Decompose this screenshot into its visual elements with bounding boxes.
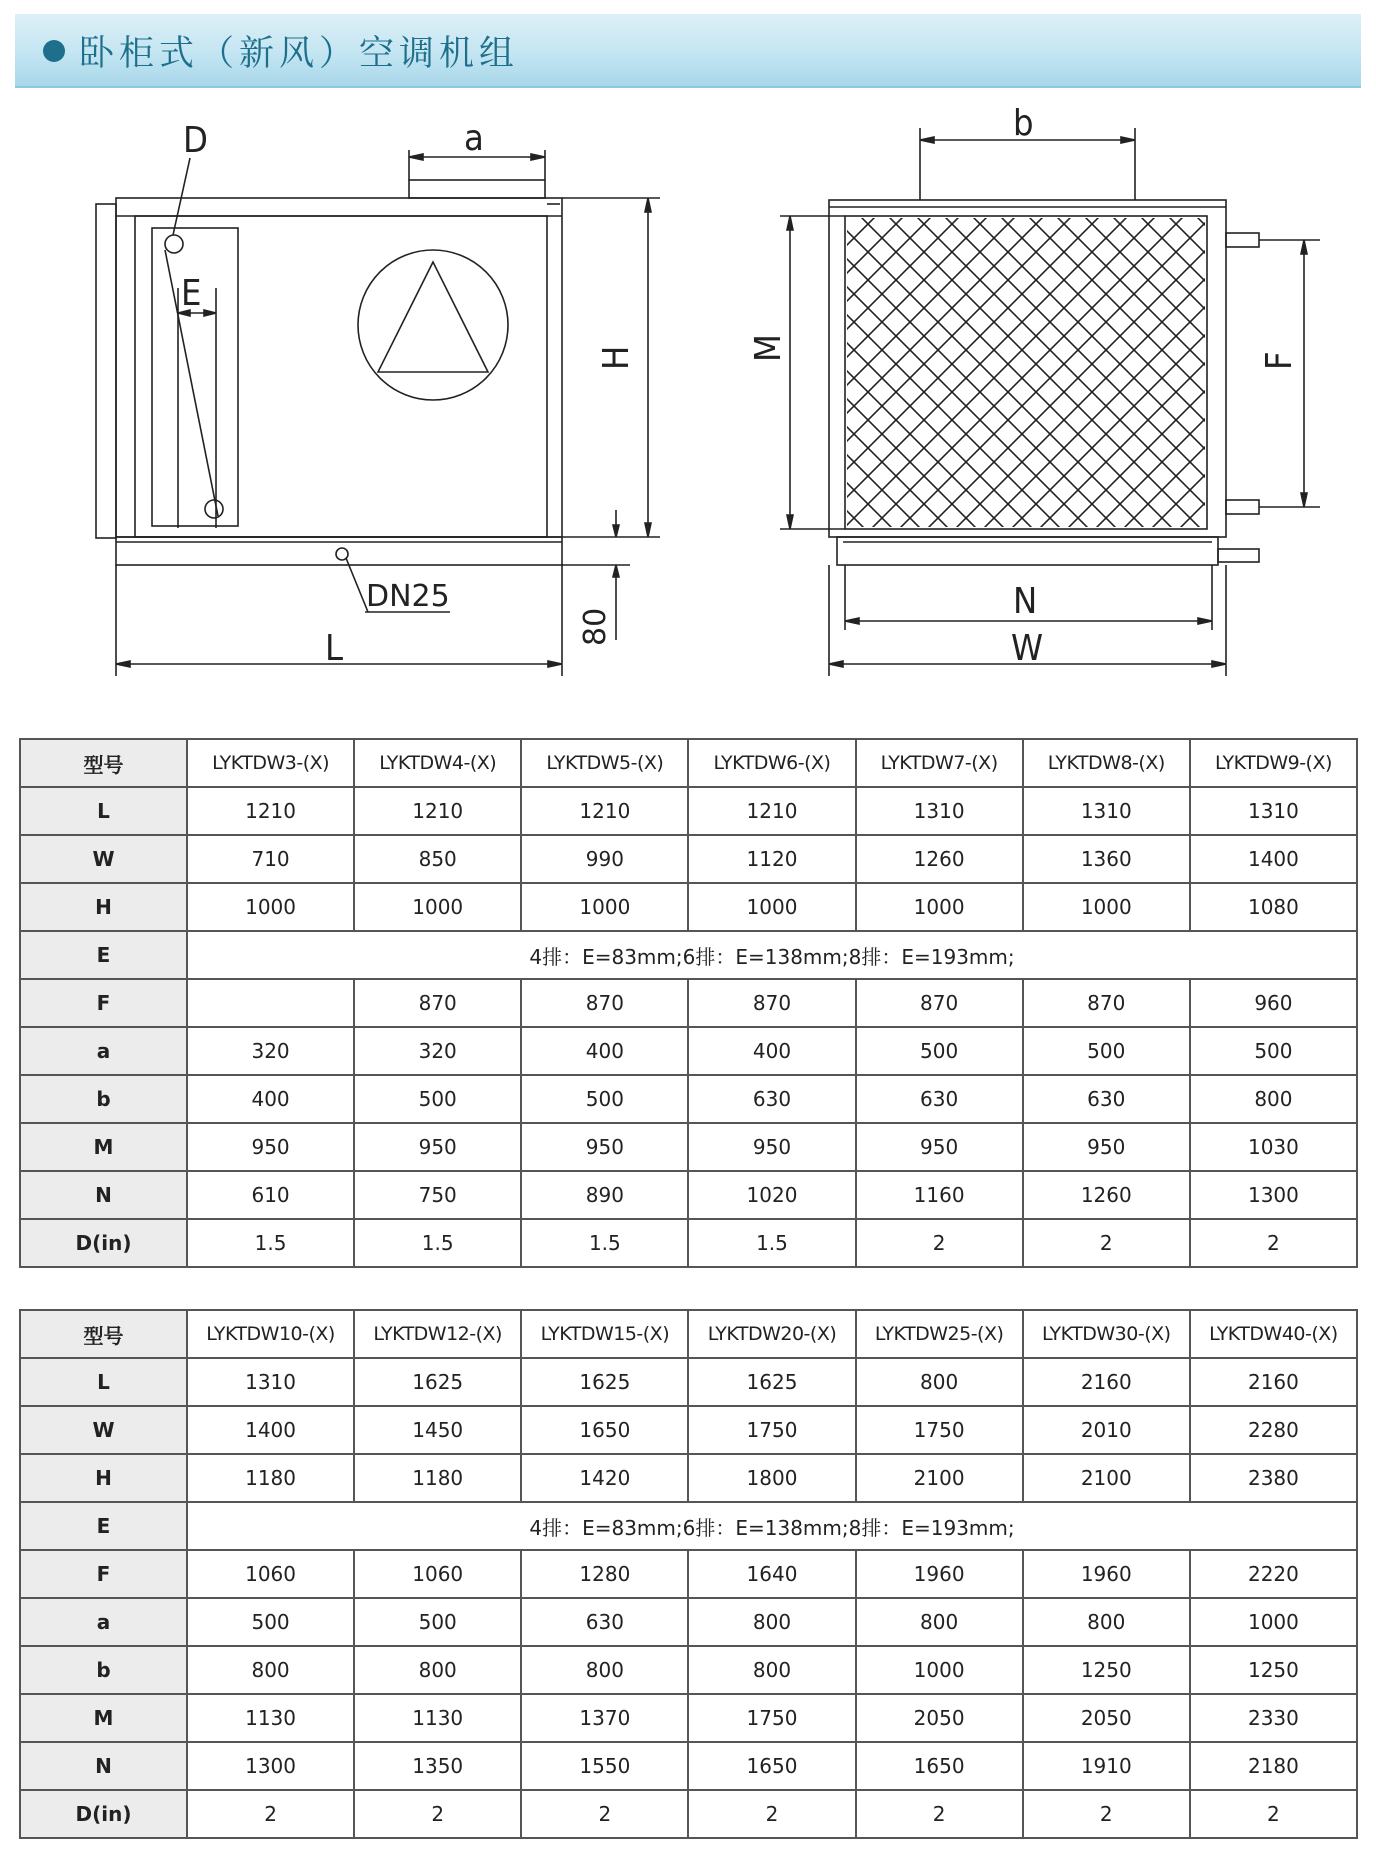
model-name: LYKTDW30-(X) (1023, 1310, 1190, 1358)
row-label: W (20, 1406, 187, 1454)
cell: 1210 (521, 787, 688, 835)
cell: 990 (521, 835, 688, 883)
cell: 1310 (856, 787, 1023, 835)
row-label: E (20, 1502, 187, 1550)
label-d: D (183, 120, 208, 161)
label-n: N (1013, 581, 1038, 622)
cell: 1210 (688, 787, 855, 835)
table-header-row (20, 739, 1357, 787)
model-name: LYKTDW15-(X) (521, 1310, 688, 1358)
cell: 800 (688, 1646, 855, 1694)
row-label: H (20, 1454, 187, 1502)
cell: 1400 (1190, 835, 1357, 883)
cell: 2 (354, 1790, 521, 1838)
cell: 2160 (1190, 1358, 1357, 1406)
cell: 1000 (354, 883, 521, 931)
cell: 500 (187, 1598, 354, 1646)
model-name: LYKTDW12-(X) (354, 1310, 521, 1358)
cell: 1550 (521, 1742, 688, 1790)
cell: 950 (354, 1123, 521, 1171)
cell: 1310 (1023, 787, 1190, 835)
side-view (780, 128, 1320, 676)
model-name: LYKTDW25-(X) (856, 1310, 1023, 1358)
row-label: W (20, 835, 187, 883)
cell: 950 (688, 1123, 855, 1171)
cell: 2050 (856, 1694, 1023, 1742)
cell: 610 (187, 1171, 354, 1219)
cell: 950 (187, 1123, 354, 1171)
row-label: E (20, 931, 187, 979)
row-label: F (20, 979, 187, 1027)
table-row (20, 787, 1357, 835)
cell: 630 (856, 1075, 1023, 1123)
cell: 1800 (688, 1454, 855, 1502)
cell: 1625 (521, 1358, 688, 1406)
bullet-icon (43, 40, 65, 62)
cell: 870 (688, 979, 855, 1027)
label-b: b (1013, 103, 1034, 144)
table-row (20, 1502, 1357, 1550)
cell: 1420 (521, 1454, 688, 1502)
cell: 1625 (688, 1358, 855, 1406)
table-row (20, 1123, 1357, 1171)
cell: 500 (1190, 1027, 1357, 1075)
table-row (20, 1219, 1357, 1267)
cell: 1960 (1023, 1550, 1190, 1598)
cell: 630 (1023, 1075, 1190, 1123)
cell: 870 (856, 979, 1023, 1027)
cell: 1060 (187, 1550, 354, 1598)
cell: 1180 (187, 1454, 354, 1502)
cell: 800 (856, 1598, 1023, 1646)
cell: 1750 (688, 1694, 855, 1742)
cell: 2 (856, 1219, 1023, 1267)
cell: 800 (187, 1646, 354, 1694)
cell: 950 (856, 1123, 1023, 1171)
cell: 1260 (856, 835, 1023, 883)
model-name: LYKTDW7-(X) (856, 739, 1023, 787)
row-label: a (20, 1598, 187, 1646)
table-row (20, 1742, 1357, 1790)
row-label: L (20, 1358, 187, 1406)
cell: 800 (856, 1358, 1023, 1406)
row-label: D(in) (20, 1790, 187, 1838)
cell: 870 (521, 979, 688, 1027)
cell: 500 (1023, 1027, 1190, 1075)
cell: 400 (688, 1027, 855, 1075)
cell: 870 (354, 979, 521, 1027)
cell: 2 (1023, 1219, 1190, 1267)
cell: 1750 (856, 1406, 1023, 1454)
table-row (20, 1646, 1357, 1694)
cell: 1350 (354, 1742, 521, 1790)
model-name: LYKTDW20-(X) (688, 1310, 855, 1358)
row-label: M (20, 1123, 187, 1171)
cell: 1030 (1190, 1123, 1357, 1171)
cell: 1180 (354, 1454, 521, 1502)
cell: 1370 (521, 1694, 688, 1742)
cell: 500 (856, 1027, 1023, 1075)
header-band (15, 14, 1361, 88)
cell: 2100 (1023, 1454, 1190, 1502)
cell: 2 (1190, 1790, 1357, 1838)
model-label: 型号 (20, 739, 187, 787)
cell: 890 (521, 1171, 688, 1219)
table-row (20, 1358, 1357, 1406)
label-h: H (596, 345, 637, 370)
cell: 950 (1023, 1123, 1190, 1171)
row-label: a (20, 1027, 187, 1075)
model-name: LYKTDW9-(X) (1190, 739, 1357, 787)
row-label: N (20, 1742, 187, 1790)
table-row (20, 1694, 1357, 1742)
cell: 1210 (354, 787, 521, 835)
model-name: LYKTDW4-(X) (354, 739, 521, 787)
spec-table-1 (19, 738, 1358, 1268)
cell: 2180 (1190, 1742, 1357, 1790)
cell: 1.5 (187, 1219, 354, 1267)
cell: 960 (1190, 979, 1357, 1027)
row-label: H (20, 883, 187, 931)
merged-cell: 4排：E=83mm;6排：E=138mm;8排：E=193mm; (187, 931, 1357, 979)
cell: 1250 (1023, 1646, 1190, 1694)
model-name: LYKTDW10-(X) (187, 1310, 354, 1358)
cell: 800 (354, 1646, 521, 1694)
cell: 1.5 (354, 1219, 521, 1267)
cell: 1360 (1023, 835, 1190, 883)
cell: 1650 (856, 1742, 1023, 1790)
merged-cell: 4排：E=83mm;6排：E=138mm;8排：E=193mm; (187, 1502, 1357, 1550)
cell: 2010 (1023, 1406, 1190, 1454)
row-label: F (20, 1550, 187, 1598)
model-name: LYKTDW5-(X) (521, 739, 688, 787)
cell: 850 (354, 835, 521, 883)
cell: 400 (521, 1027, 688, 1075)
cell: 2100 (856, 1454, 1023, 1502)
table-header-row (20, 1310, 1357, 1358)
cell: 2160 (1023, 1358, 1190, 1406)
table-row (20, 1406, 1357, 1454)
table-row (20, 835, 1357, 883)
cell: 500 (354, 1598, 521, 1646)
cell: 630 (688, 1075, 855, 1123)
cell: 1020 (688, 1171, 855, 1219)
model-label: 型号 (20, 1310, 187, 1358)
table-row (20, 1550, 1357, 1598)
cell: 1.5 (521, 1219, 688, 1267)
cell: 800 (521, 1646, 688, 1694)
model-name: LYKTDW40-(X) (1190, 1310, 1357, 1358)
cell: 2280 (1190, 1406, 1357, 1454)
cell: 800 (1023, 1598, 1190, 1646)
row-label: b (20, 1075, 187, 1123)
cell: 870 (1023, 979, 1190, 1027)
cell: 750 (354, 1171, 521, 1219)
row-label: b (20, 1646, 187, 1694)
cell: 1000 (1190, 1598, 1357, 1646)
cell: 1650 (521, 1406, 688, 1454)
cell: 1080 (1190, 883, 1357, 931)
model-name: LYKTDW6-(X) (688, 739, 855, 787)
cell: 1120 (688, 835, 855, 883)
cell: 2 (1190, 1219, 1357, 1267)
cell: 1300 (1190, 1171, 1357, 1219)
cell: 400 (187, 1075, 354, 1123)
label-80: 80 (578, 607, 613, 646)
model-name: LYKTDW3-(X) (187, 739, 354, 787)
cell: 1000 (1023, 883, 1190, 931)
cell: 1000 (688, 883, 855, 931)
cell: 1310 (1190, 787, 1357, 835)
label-a: a (464, 118, 484, 159)
cell: 1130 (187, 1694, 354, 1742)
cell: 1300 (187, 1742, 354, 1790)
unit-drawing (0, 95, 1376, 685)
cell: 1060 (354, 1550, 521, 1598)
cell: 1450 (354, 1406, 521, 1454)
cell: 320 (187, 1027, 354, 1075)
table-row (20, 1171, 1357, 1219)
cell: 1625 (354, 1358, 521, 1406)
table-row (20, 1454, 1357, 1502)
row-label: M (20, 1694, 187, 1742)
cell: 1650 (688, 1742, 855, 1790)
label-m: M (748, 334, 789, 362)
cell: 1280 (521, 1550, 688, 1598)
cell: 1.5 (688, 1219, 855, 1267)
cell: 1400 (187, 1406, 354, 1454)
row-label: L (20, 787, 187, 835)
cell: 2 (1023, 1790, 1190, 1838)
cell: 1000 (187, 883, 354, 931)
cell: 2220 (1190, 1550, 1357, 1598)
page-title: 卧柜式（新风）空调机组 (79, 34, 520, 74)
cell: 1260 (1023, 1171, 1190, 1219)
label-e: E (181, 273, 202, 314)
spec-table-2 (19, 1309, 1358, 1839)
cell: 950 (521, 1123, 688, 1171)
table-row (20, 1790, 1357, 1838)
cell: 2050 (1023, 1694, 1190, 1742)
label-f: F (1259, 351, 1300, 370)
cell: 1000 (521, 883, 688, 931)
table-row (20, 1075, 1357, 1123)
cell: 1250 (1190, 1646, 1357, 1694)
cell: 800 (688, 1598, 855, 1646)
table-row (20, 1027, 1357, 1075)
cell: 1000 (856, 1646, 1023, 1694)
table-row (20, 883, 1357, 931)
cell: 2380 (1190, 1454, 1357, 1502)
cell: 1750 (688, 1406, 855, 1454)
table-row (20, 931, 1357, 979)
row-label: D(in) (20, 1219, 187, 1267)
cell (187, 979, 354, 1027)
cell: 2330 (1190, 1694, 1357, 1742)
table-row (20, 1598, 1357, 1646)
cell: 500 (354, 1075, 521, 1123)
cell: 320 (354, 1027, 521, 1075)
label-dn25: DN25 (366, 579, 450, 614)
cell: 2 (521, 1790, 688, 1838)
label-l: L (325, 628, 344, 669)
model-name: LYKTDW8-(X) (1023, 739, 1190, 787)
cell: 1640 (688, 1550, 855, 1598)
cell: 630 (521, 1598, 688, 1646)
cell: 2 (688, 1790, 855, 1838)
label-w: W (1011, 628, 1044, 669)
cell: 500 (521, 1075, 688, 1123)
cell: 1960 (856, 1550, 1023, 1598)
cell: 1000 (856, 883, 1023, 931)
row-label: N (20, 1171, 187, 1219)
table-row (20, 979, 1357, 1027)
cell: 1310 (187, 1358, 354, 1406)
cell: 2 (856, 1790, 1023, 1838)
cell: 1130 (354, 1694, 521, 1742)
cell: 1210 (187, 787, 354, 835)
cell: 710 (187, 835, 354, 883)
cell: 800 (1190, 1075, 1357, 1123)
cell: 1160 (856, 1171, 1023, 1219)
cell: 1910 (1023, 1742, 1190, 1790)
cell: 2 (187, 1790, 354, 1838)
